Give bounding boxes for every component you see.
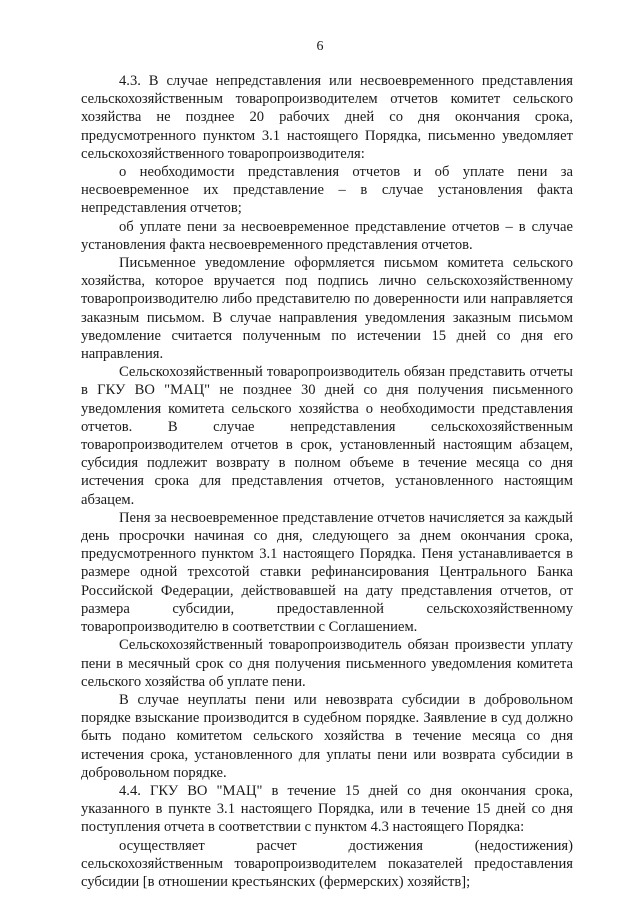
page-number: 6 bbox=[316, 39, 324, 54]
paragraph-penalty-payment: Сельскохозяйственный товаропроизводитель обязан произвести уплату пени в месячный срок со дня получения письменного уведомления комитета сельского хозяйства об уплате пени. bbox=[81, 637, 573, 690]
paragraph-court-recovery: В случае неуплаты пени или невозврата субсидии в добровольном порядке взыскание производится в судебном порядке. Заявление в суд должно быть подано комитетом сельского хозяйства в течение месяца со дня истечения срока, установленного для уплаты пени или возврата субсидии в добровольном порядке. bbox=[81, 691, 573, 781]
paragraph-notice-penalty-and-reports: о необходимости представления отчетов и об уплате пени за несвоевременное их представление – в случае установления факта непредставления отчетов; bbox=[81, 164, 573, 217]
paragraph-written-notice: Письменное уведомление оформляется письмом комитета сельского хозяйства, которое вручается под подпись лично сельскохозяйственному товаропроизводителю либо представителю по доверенности или направляется заказным письмом. В случае направления уведомления заказным письмом уведомление считается полученным по истечении 15 дней со дня его направления. bbox=[81, 255, 573, 363]
paragraph-report-obligation: Сельскохозяйственный товаропроизводитель обязан представить отчеты в ГКУ ВО "МАЦ" не позднее 30 дней со дня получения письменного уведомления комитета сельского хозяйства о необходимости представления отчетов. В случае непредставления сельскохозяйственным товаропроизводителем отчетов в срок, установленный настоящим абзацем, субсидия подлежит возврату в полном объеме в течение месяца со дня истечения срока для представления отчетов, установленного настоящим абзацем. bbox=[81, 364, 573, 508]
paragraph-penalty-calculation: Пеня за несвоевременное представление отчетов начисляется за каждый день просрочки начиная со дня, следующего за днем окончания срока, предусмотренного пунктом 3.1 настоящего Порядка. Пеня устанавливается в размере одной трехсотой ставки рефинансирования Центрального Банка Российской Федерации, действовавшей на дату представления отчетов, от размера субсидии, предоставленной сельскохозяйственному товаропроизводителю в соответствии с Соглашением. bbox=[81, 509, 573, 636]
paragraph-notice-penalty-late: об уплате пени за несвоевременное представление отчетов – в случае установления факта несвоевременного представления отчетов. bbox=[81, 218, 573, 253]
paragraph-calculation-of-achievement: осуществляет расчет достижения (недостижения) сельскохозяйственным товаропроизводителем показателей предоставления субсидии [в отношении крестьянских (фермерских) хозяйств]; bbox=[81, 837, 573, 890]
document-body bbox=[81, 72, 573, 891]
paragraph-4-4: 4.4. ГКУ ВО "МАЦ" в течение 15 дней со дня окончания срока, указанного в пункте 3.1 настоящего Порядка, или в течение 15 дней со дня поступления отчета в соответствии с пунктом 4.3 настоящего Порядка: bbox=[81, 782, 573, 836]
paragraph-4-3: 4.3. В случае непредставления или несвоевременного представления сельскохозяйственным товаропроизводителем отчетов комитет сельского хозяйства не позднее 20 рабочих дней со дня окончания срока, предусмотренного пунктом 3.1 настоящего Порядка, письменно уведомляет сельскохозяйственного товаропроизводителя: bbox=[81, 73, 573, 162]
